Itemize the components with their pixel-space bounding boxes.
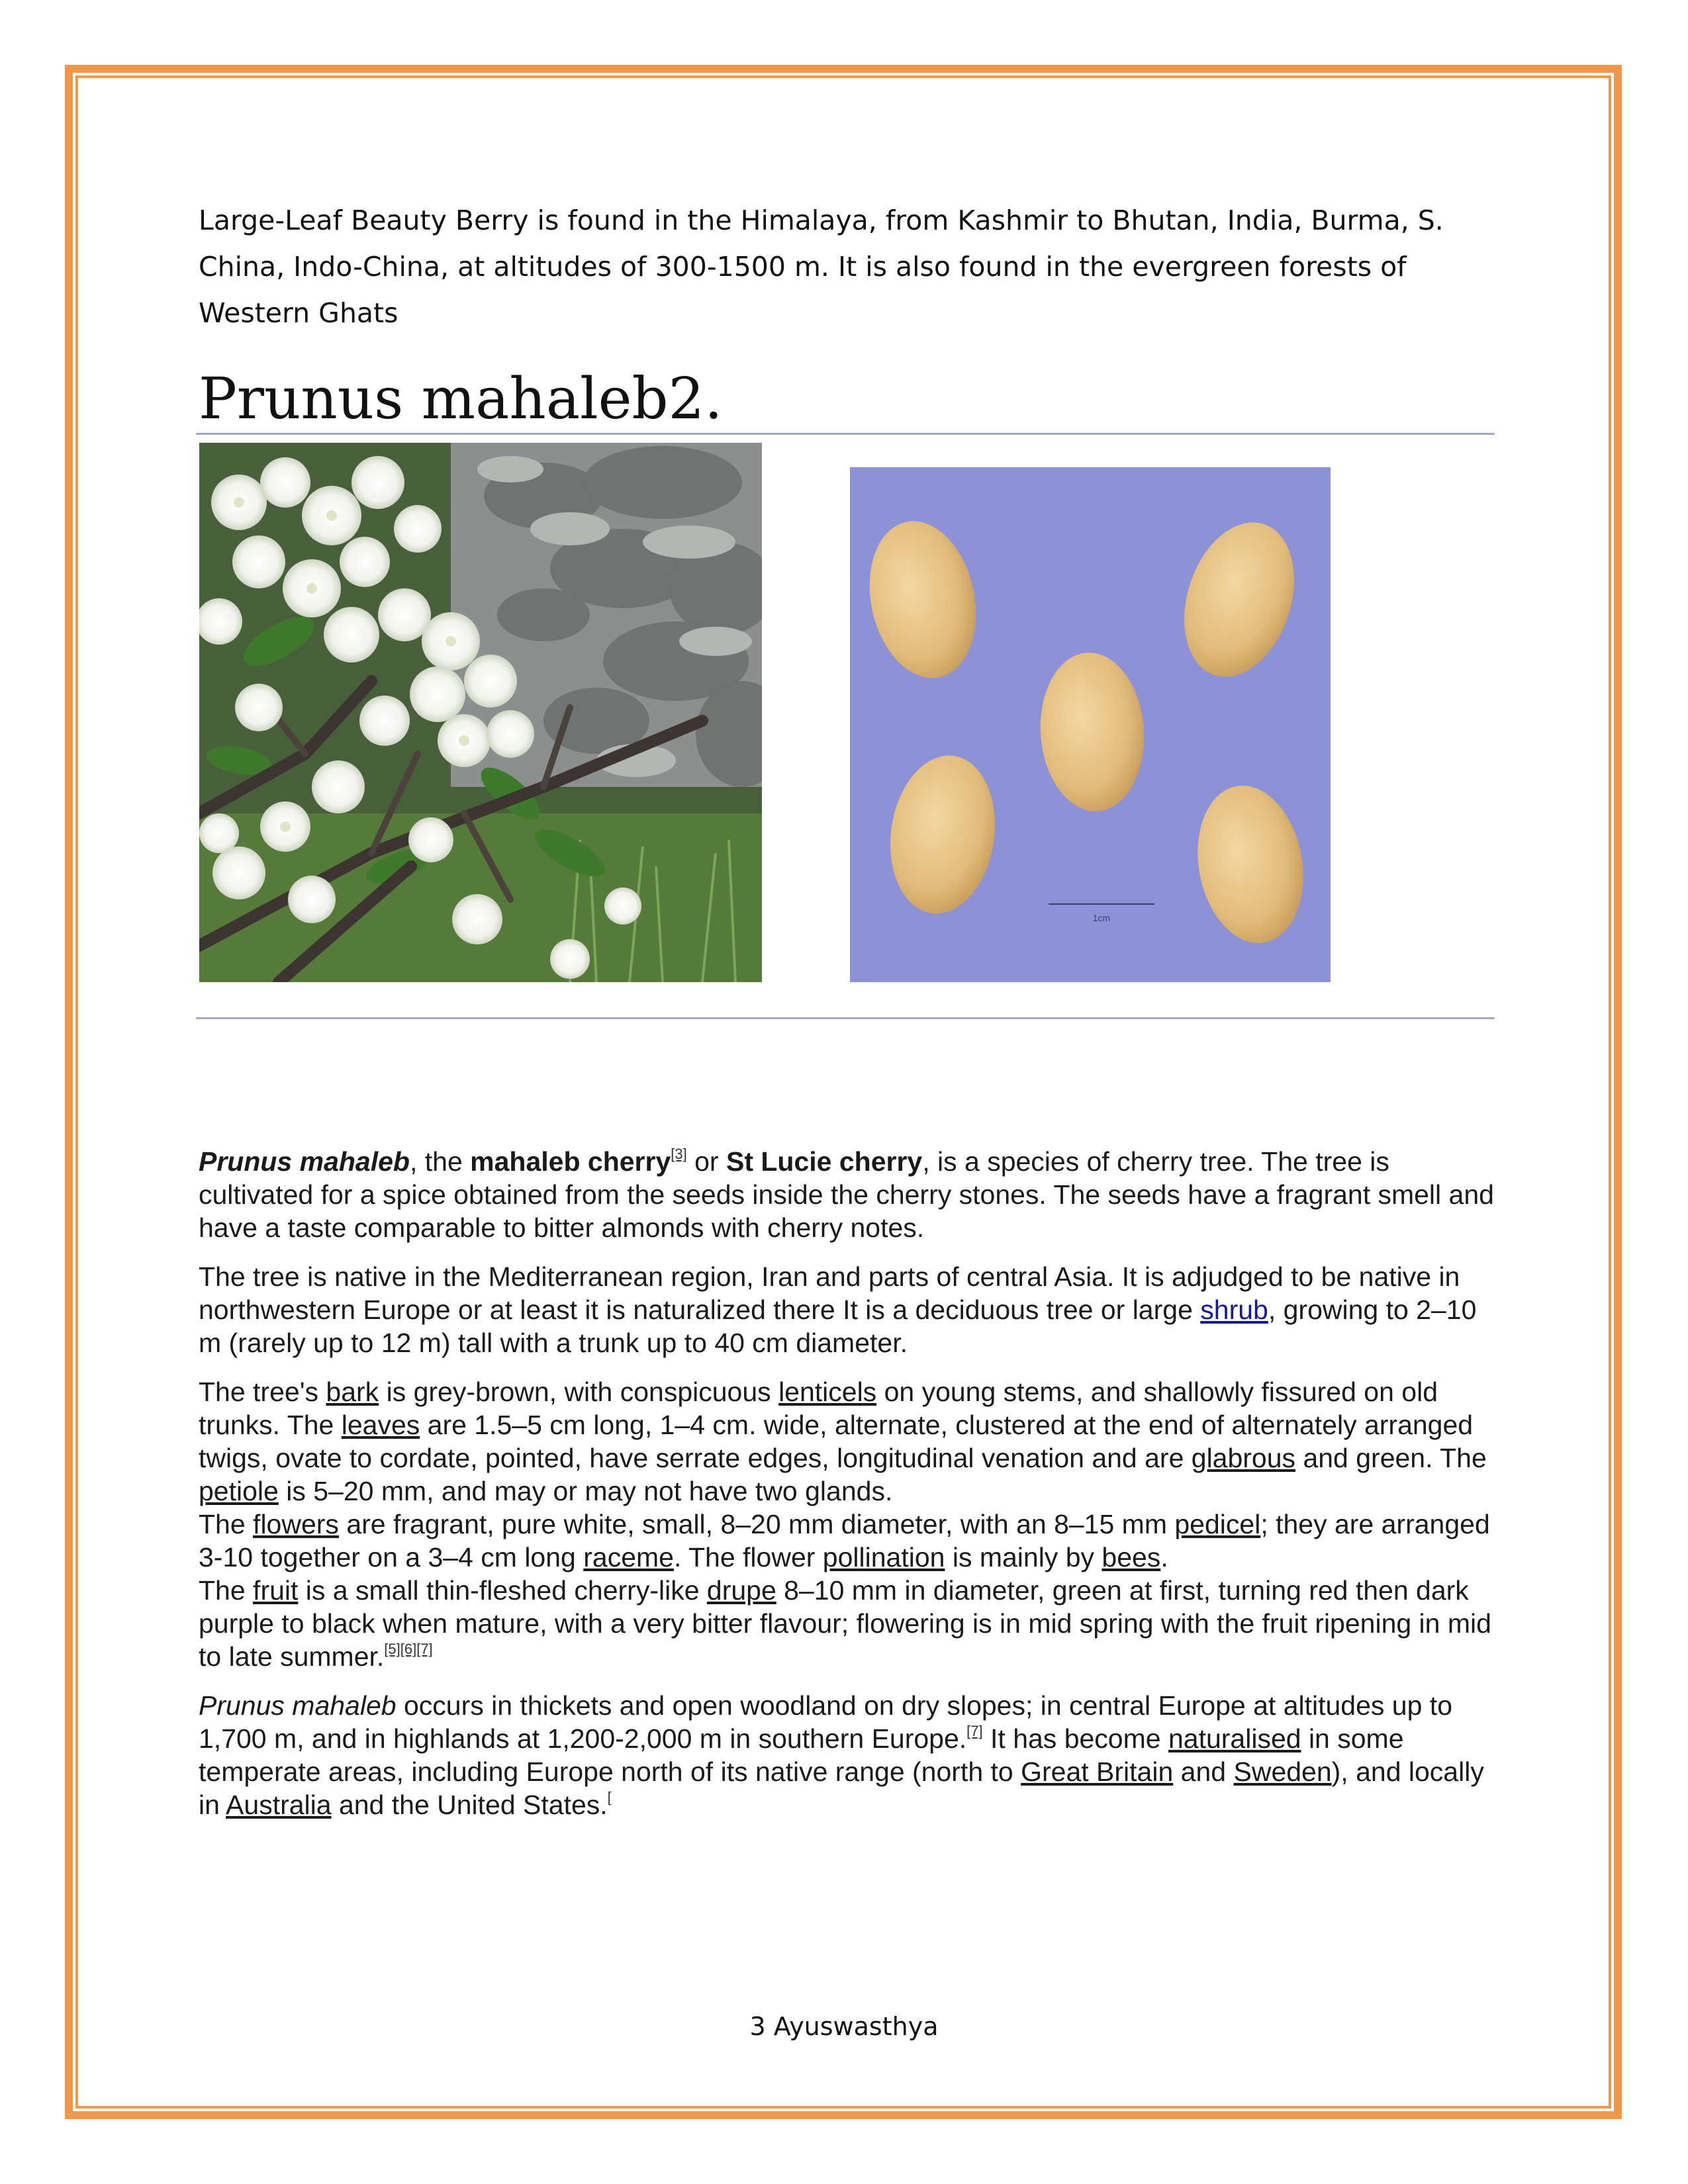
paragraph-flowers: The flowers are fragrant, pure white, small, 8–20 mm diameter, with an 8–15 mm pedicel; they are arranged 3-10 together on a 3–4 cm long raceme. The flower pollination is mainly by bees. <box>199 1509 1490 1572</box>
paragraph-description: Prunus mahaleb, the mahaleb cherry[3] or St Lucie cherry, is a species of cherry tree. The tree is cultivated for a spice obtained from the seeds inside the cherry stones. The seeds have a fragrant smell and have a taste comparable to bitter almonds with cherry notes. <box>199 1146 1494 1243</box>
paragraph-habitat: Prunus mahaleb occurs in thickets and open woodland on dry slopes; in central Europe at altitudes up to 1,700 m, and in highlands at 1,200-2,000 m in southern Europe.[7] It has become naturalised in some temperate areas, including Europe north of its native range (north to Great Britain and Sweden), and locally in Australia and the United States.[ <box>199 1690 1484 1820</box>
link-naturalised[interactable]: naturalised <box>1168 1723 1301 1754</box>
citation-3[interactable]: [3] <box>671 1146 687 1162</box>
common-name-mahaleb: mahaleb cherry <box>470 1146 671 1177</box>
section-divider <box>196 1017 1495 1019</box>
species-name: Prunus mahaleb <box>199 1146 410 1177</box>
seeds-photo <box>850 467 1331 982</box>
scale-bar-label: 1cm <box>1092 913 1111 923</box>
citation-7[interactable]: [7] <box>966 1723 983 1739</box>
species-name-habitat: Prunus mahaleb <box>199 1690 397 1721</box>
link-shrub[interactable]: shrub <box>1200 1295 1268 1325</box>
link-drupe[interactable]: drupe <box>706 1575 776 1606</box>
link-glabrous[interactable]: glabrous <box>1191 1443 1296 1473</box>
intro-paragraph: Large-Leaf Beauty Berry is found in the Himalaya, from Kashmir to Bhutan, India, Burma, S. China, Indo-China, at altitudes of 300-1500 m. It is also found in the evergreen forests of Western Ghats <box>199 205 1444 329</box>
flowering-branch-photo <box>199 443 762 982</box>
link-pedicel[interactable]: pedicel <box>1174 1509 1261 1539</box>
page-footer: 3 Ayuswasthya <box>749 2012 939 2041</box>
citations-5-6-7[interactable]: [5][6][7] <box>384 1641 433 1657</box>
paragraph-morphology: The tree's bark is grey-brown, with conspicuous lenticels on young stems, and shallowly fissured on old trunks. The leaves are 1.5–5 cm long, 1–4 cm. wide, alternate, clustered at the end of alternately arranged twigs, ovate to cordate, pointed, have serrate edges, longitudinal venation and are glabrous and green. The petiole is 5–20 mm, and may or may not have two glands. <box>199 1377 1487 1506</box>
link-pollination[interactable]: pollination <box>822 1542 945 1572</box>
link-leaves[interactable]: leaves <box>341 1410 420 1440</box>
common-name-st-lucie: St Lucie cherry <box>726 1146 923 1177</box>
link-australia[interactable]: Australia <box>226 1790 332 1820</box>
link-sweden[interactable]: Sweden <box>1233 1756 1332 1787</box>
link-lenticels[interactable]: lenticels <box>778 1377 877 1407</box>
link-flowers[interactable]: flowers <box>253 1509 339 1539</box>
paragraph-fruit: The fruit is a small thin-fleshed cherry-like drupe 8–10 mm in diameter, green at first, turning red then dark purple to black when mature, with a very bitter flavour; flowering is in mid spring with the fruit ripening in mid to late summer.[5][6][7] <box>199 1575 1491 1672</box>
citation-truncated[interactable]: [ <box>607 1789 612 1805</box>
article-body <box>199 1145 1496 1837</box>
link-fruit[interactable]: fruit <box>253 1575 299 1606</box>
link-petiole[interactable]: petiole <box>199 1476 279 1506</box>
link-raceme[interactable]: raceme <box>583 1542 674 1572</box>
link-bees[interactable]: bees <box>1102 1542 1161 1572</box>
page-title: Prunus mahaleb2. <box>199 366 723 432</box>
link-bark[interactable]: bark <box>326 1377 379 1407</box>
paragraph-distribution: The tree is native in the Mediterranean region, Iran and parts of central Asia. It is adjudged to be native in northwestern Europe or at least it is naturalized there It is a deciduous tree or large shrub, growing to 2–10 m (rarely up to 12 m) tall with a trunk up to 40 cm diameter. <box>199 1261 1477 1358</box>
link-great-britain[interactable]: Great Britain <box>1021 1756 1174 1787</box>
title-underline <box>196 433 1495 435</box>
